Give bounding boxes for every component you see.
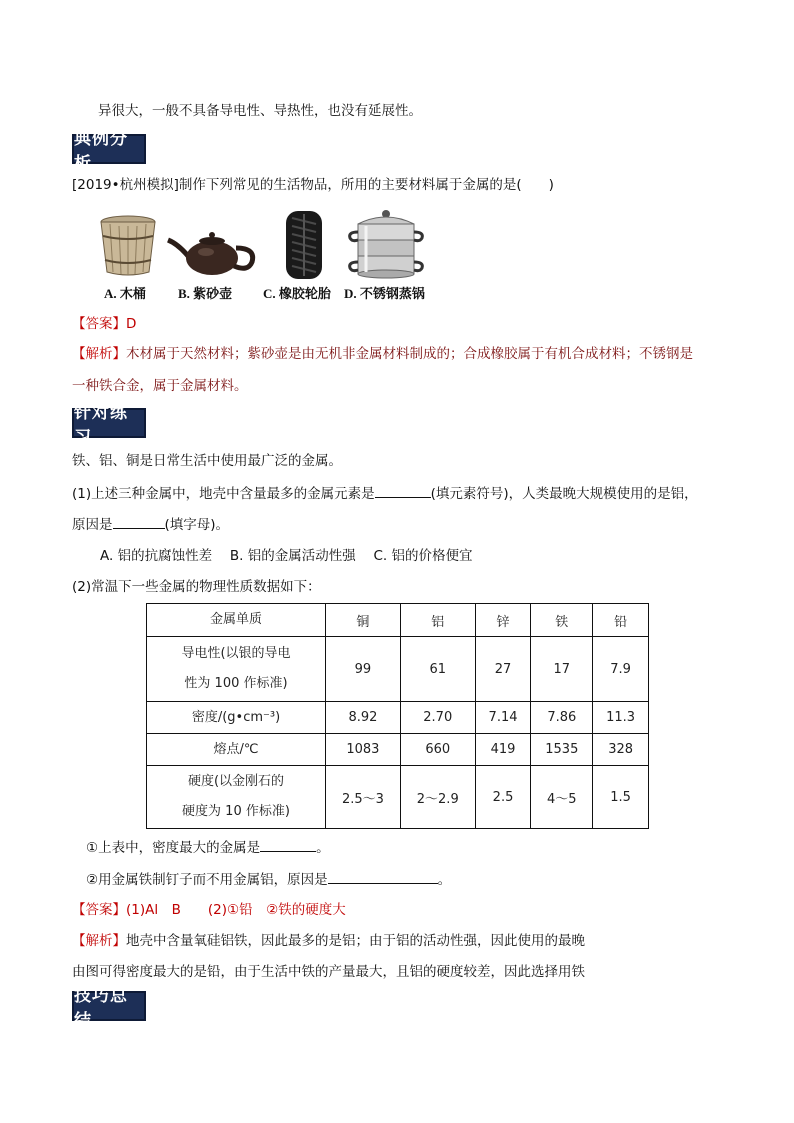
table-cell: 61 — [400, 637, 475, 702]
option-c-label: C. 橡胶轮胎 — [263, 286, 331, 301]
table-cell: 2～2.9 — [400, 766, 475, 829]
answer-label: 【答案】 — [72, 316, 126, 332]
sub-question-2-text-b: 。 — [437, 872, 452, 888]
example-analysis-line-2: 一种铁合金，属于金属材料。 — [72, 378, 248, 394]
table-cell: 7.14 — [475, 702, 531, 734]
question-1-line-1 — [72, 483, 698, 504]
banner-targeted-practice: 针对练习 — [72, 408, 146, 438]
sub-question-2 — [86, 869, 451, 890]
steamer-pot-image — [346, 208, 426, 280]
tire-image — [284, 210, 324, 280]
practice-analysis-text: 地壳中含量氧硅铝铁，因此最多的是铝；由于铝的活动性强，因此使用的最晚 — [126, 933, 585, 949]
teapot-image — [166, 222, 258, 278]
table-header-cell: 铅 — [593, 604, 649, 637]
sub-question-1-blank[interactable] — [260, 837, 316, 852]
table-header-cell: 金属单质 — [147, 604, 326, 637]
option-b-label: B. 紫砂壶 — [178, 286, 233, 301]
table-cell: 11.3 — [593, 702, 649, 734]
question-1-options: A. 铝的抗腐蚀性差 B. 铝的金属活动性强 C. 铝的价格便宜 — [100, 548, 473, 564]
wooden-bucket-image — [98, 212, 158, 278]
answer-value: D — [126, 316, 137, 332]
table-cell: 328 — [593, 734, 649, 766]
question-1-blank-1[interactable] — [375, 483, 431, 498]
practice-intro: 铁、铝、铜是日常生活中使用最广泛的金属。 — [72, 453, 342, 469]
table-cell: 8.92 — [326, 702, 401, 734]
table-cell: 2.5～3 — [326, 766, 401, 829]
question-1-text-a: (1)上述三种金属中，地壳中含量最多的金属元素是 — [72, 486, 375, 502]
question-1-text-d: (填字母)。 — [164, 517, 230, 533]
table-cell: 419 — [475, 734, 531, 766]
table-cell: 1535 — [531, 734, 593, 766]
question-1-text-b: (填元素符号)，人类最晚大规模使用的是铝， — [430, 486, 698, 502]
example-analysis-line-1 — [72, 344, 693, 364]
option-a-label: A. 木桶 — [104, 286, 146, 301]
row-label-line: 硬度(以金刚石的 — [187, 774, 285, 789]
table-cell: 99 — [326, 637, 401, 702]
practice-analysis-line-2: 由图可得密度最大的是铅，由于生活中铁的产量最大，且铝的硬度较差，因此选择用铁 — [72, 964, 585, 980]
question-1-line-2 — [72, 514, 229, 535]
question-1-blank-2[interactable] — [113, 514, 165, 529]
table-row — [147, 637, 649, 702]
sub-question-2-text-a: ②用金属铁制钉子而不用金属铝，原因是 — [86, 872, 328, 888]
row-label-line: 硬度为 10 作标准) — [182, 804, 290, 819]
top-text: 异很大，一般不具备导电性、导热性，也没有延展性。 — [98, 103, 422, 119]
table-cell: 2.5 — [475, 766, 531, 829]
analysis-label: 【解析】 — [72, 346, 126, 362]
sub-question-1 — [86, 837, 330, 858]
table-row — [147, 766, 649, 829]
table-cell: 1.5 — [593, 766, 649, 829]
sub-question-1-text-b: 。 — [316, 840, 330, 856]
row-label-line: 导电性(以银的导电 — [181, 646, 291, 661]
practice-analysis-line-1 — [72, 931, 585, 951]
banner-skill-summary: 技巧总结 — [72, 991, 146, 1021]
table-cell: 1083 — [326, 734, 401, 766]
table-cell: 7.9 — [593, 637, 649, 702]
table-cell: 4～5 — [531, 766, 593, 829]
table-row — [147, 734, 649, 766]
example-question: [2019•杭州模拟]制作下列常见的生活物品，所用的主要材料属于金属的是( ) — [72, 177, 554, 193]
table-row-label — [147, 637, 326, 702]
question-2-intro: (2)常温下一些金属的物理性质数据如下： — [72, 579, 321, 595]
table-header-cell: 铜 — [326, 604, 401, 637]
table-cell: 7.86 — [531, 702, 593, 734]
table-cell: 17 — [531, 637, 593, 702]
question-1-text-c: 原因是 — [72, 517, 113, 533]
practice-answer — [72, 900, 346, 920]
practice-answer-value: (1)Al B (2)①铅 ②铁的硬度大 — [126, 902, 346, 918]
metal-properties-table — [146, 603, 649, 829]
banner-example-analysis: 典例分析 — [72, 134, 146, 164]
table-cell: 2.70 — [400, 702, 475, 734]
practice-analysis-label: 【解析】 — [72, 933, 126, 949]
table-cell: 27 — [475, 637, 531, 702]
analysis-text: 木材属于天然材料；紫砂壶是由无机非金属材料制成的；合成橡胶属于有机合成材料；不锈钢是 — [126, 346, 693, 362]
table-header-row — [147, 604, 649, 637]
sub-question-1-text-a: ①上表中，密度最大的金属是 — [86, 840, 261, 856]
table-row-label — [147, 766, 326, 829]
example-answer — [72, 314, 136, 334]
row-label-line: 性为 100 作标准) — [184, 676, 288, 691]
option-d-label: D. 不锈钢蒸锅 — [344, 286, 425, 301]
table-row-label: 熔点/℃ — [147, 734, 326, 766]
table-row-label: 密度/(g•cm⁻³) — [147, 702, 326, 734]
table-header-cell: 铁 — [531, 604, 593, 637]
table-row — [147, 702, 649, 734]
table-header-cell: 铝 — [400, 604, 475, 637]
table-header-cell: 锌 — [475, 604, 531, 637]
practice-answer-label: 【答案】 — [72, 902, 126, 918]
table-cell: 660 — [400, 734, 475, 766]
sub-question-2-blank[interactable] — [328, 869, 438, 884]
